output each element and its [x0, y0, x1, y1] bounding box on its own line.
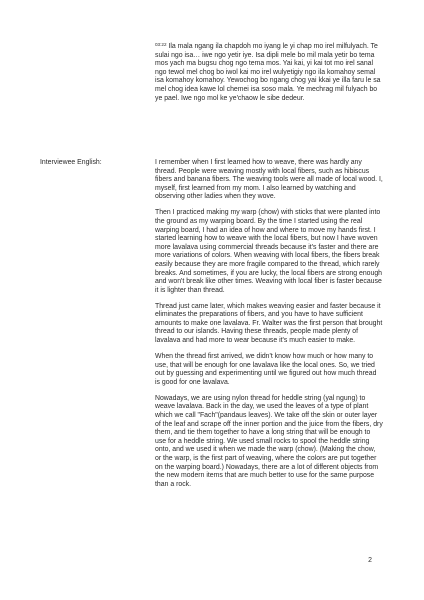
paragraph: When the thread first arrived, we didn't know how much or how many to use, that will be enough for one lavalava like the local ones. So, we tried out by guessing and experimenting until we figured out how much thread is good for one lavalava.: [155, 353, 377, 386]
native-language-block: [155, 41, 383, 111]
speaker-label: Interviewee English:: [40, 159, 102, 166]
page-number: 2: [368, 557, 372, 564]
paragraph: Nowadays, we are using nylon thread for heddle string (yal ngung) to weave lavalava. Back in the day, we used the leaves of a type of plant which we call "Fach"(pandaus leaves). We take off the skin or outer layer of the leaf and scrape off the inner portion and the juice from the fibers, dry them, and tie them together to have a long string that will be enough to use for a heddle string. We used small rocks to spool the heddle string onto, and we used it when we made the warp (chow). (Making the chow, or the warp, is the first part of weaving, where the colors are put together on the warping board.) Nowadays, there are a lot of different objects from the new modern items that are much better to use for the same purpose than a rock.: [155, 394, 383, 488]
timestamp: 03:22: [155, 42, 167, 47]
english-translation-block: [155, 159, 383, 497]
intro-paragraph: [155, 41, 383, 103]
paragraph: Thread just came later, which makes weaving easier and faster because it eliminates the preparations of fibers, and you have to have sufficient amounts to make one lavalava. Fr. Walter was the first person that brought thread to our islands. Having these threads, people made plenty of lavalava and had more to wear because it's much easier to make.: [155, 302, 383, 345]
intro-text: Ila mala ngang ila chapdoh mo iyang le yi chap mo irel milfulyach. Te sulai ngo isa… iwe ngo yetir iye. Isa dipli mele bo mil mala yetir bo tema mos yach ma bugsu chog ngo tema mos. Yai kai, yi kai tot mo irel sanal ngo tewol mel chog bo iwol kai mo irel wulyetigiy ngo ila komahoy semal isa komahoy komahoy. Yewochog bo ngang chog yai kkai ye illa faru le sa mel chog idea kawe lol chemei isa soso mala. Ye mechrag mil fulyach bo ye pael. Iwe ngo mol ke ye'chaow le sibe dedeur.: [155, 43, 381, 102]
paragraph: I remember when I first learned how to weave, there was hardly any thread. People were weaving mostly with local fibers, such as hibiscus fibers and banana fibers. The weaving tools were all made of local wood. I, myself, first learned from my mom. I also learned by watching and observing other ladies when they wove.: [155, 159, 383, 201]
paragraph: Then I practiced making my warp (chow) with sticks that were planted into the ground as my warping board. By the time I started using the real warping board, I had an idea of how and where to move my hands first. I started learning how to weave with the local fibers, but now I have woven more lavalava using commercial threads because it's faster and there are more variations of colors. When weaving with local fibers, the fibers break easily because they are more fragile compared to the thread, which rarely breaks. And sometimes, if you are lucky, the local fibers are strong enough and won't break like other times. Weaving with local fiber is faster because it is lighter than thread.: [155, 209, 382, 294]
